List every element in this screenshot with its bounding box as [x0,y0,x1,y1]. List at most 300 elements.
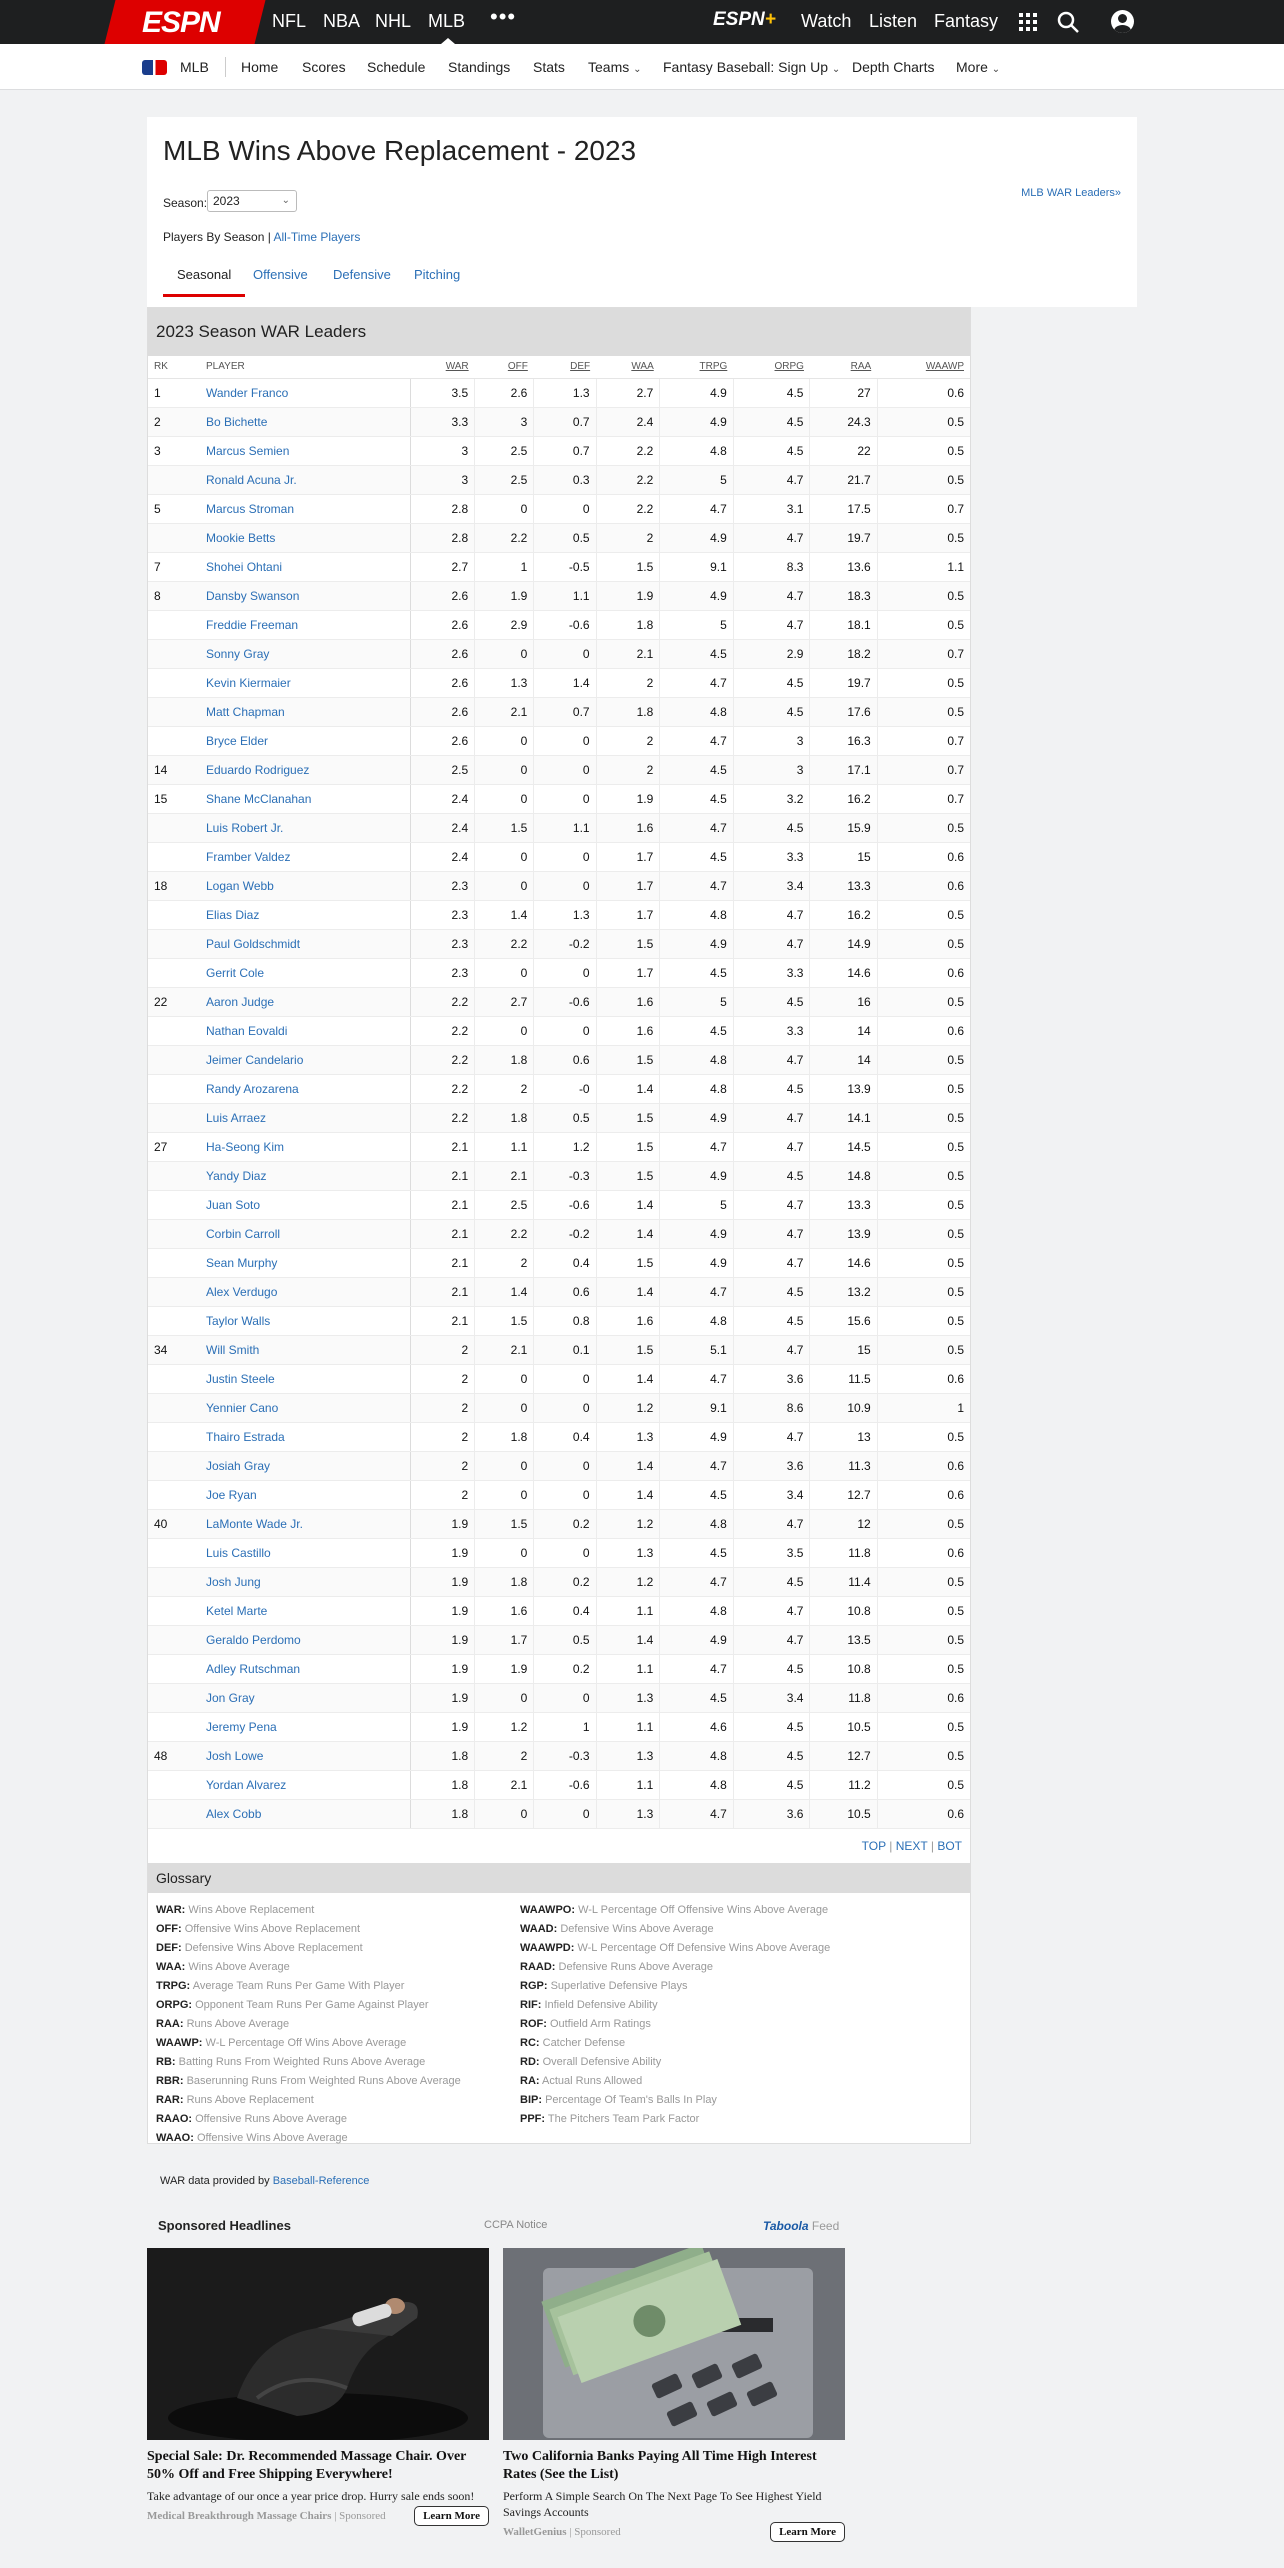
player-link[interactable]: Randy Arozarena [200,1074,410,1103]
glossary-definition: Wins Above Average [188,1960,290,1973]
table-cell: 2.1 [410,1190,475,1219]
table-row [148,1045,970,1074]
player-link[interactable]: Matt Chapman [200,697,410,726]
glossary-entry [520,2091,830,2110]
table-cell: 1.5 [596,1248,660,1277]
table-cell: 2.6 [410,726,475,755]
players-by-season: Players By Season | [163,230,271,244]
glossary-entry [520,1958,830,1977]
table-cell: 2.1 [410,1277,475,1306]
table-cell: 2.6 [475,378,534,407]
glossary-definition: W-L Percentage Off Wins Above Average [205,2036,407,2049]
table-cell: 5 [660,1190,734,1219]
table-cell: 4.8 [660,1596,734,1625]
table-cell: 0 [534,1451,596,1480]
table-cell: 3.4 [733,871,810,900]
table-cell: 2.2 [410,1074,475,1103]
nav-nba[interactable]: NBA [323,11,361,31]
glossary-definition: Opponent Team Runs Per Game Against Player [195,1998,429,2011]
table-cell: 0 [475,755,534,784]
player-link[interactable]: Aaron Judge [200,987,410,1016]
player-link[interactable]: LaMonte Wade Jr. [200,1509,410,1538]
player-link[interactable]: Ketel Marte [200,1596,410,1625]
subnav-mlb[interactable]: MLB [180,59,209,75]
table-row [148,1364,970,1393]
table-cell: 1.8 [475,1045,534,1074]
table-cell: 13.2 [810,1277,877,1306]
tab-seasonal[interactable]: Seasonal [177,267,232,282]
player-link[interactable]: Josh Jung [200,1567,410,1596]
player-link[interactable]: Paul Goldschmidt [200,929,410,958]
table-row [148,1422,970,1451]
table-row [148,523,970,552]
table-cell: 3.3 [733,842,810,871]
table-cell: 0.5 [877,1132,970,1161]
ad-headline[interactable]: Special Sale: Dr. Recommended Massage Chair. Over 50% Off and Free Shipping Everywhere! [147,2449,467,2482]
table-cell: 4.5 [733,1161,810,1190]
table-cell: 2 [410,1364,475,1393]
table-cell: 2.8 [410,523,475,552]
col-waawp[interactable]: WAAWP [877,356,970,378]
table-row [148,639,970,668]
player-link[interactable]: Eduardo Rodriguez [200,755,410,784]
table-row [148,1190,970,1219]
player-link[interactable]: Geraldo Perdomo [200,1625,410,1654]
player-link[interactable]: Yordan Alvarez [200,1770,410,1799]
table-cell: 18 [148,871,200,900]
glossary-entry [520,2072,830,2091]
table-cell: 0 [475,1480,534,1509]
player-link[interactable]: Marcus Semien [200,436,410,465]
table-cell: 3.6 [733,1799,810,1828]
ad-image-atm-cash[interactable] [503,2248,845,2440]
table-cell: 0.5 [877,1654,970,1683]
table-row [148,1393,970,1422]
table-cell [148,523,200,552]
table-cell: 16.2 [810,784,877,813]
table-cell: 2.6 [410,581,475,610]
col-trpg[interactable]: TRPG [660,356,734,378]
player-link[interactable]: Framber Valdez [200,842,410,871]
pager-top[interactable]: TOP [861,1838,886,1853]
player-link[interactable]: Joe Ryan [200,1480,410,1509]
table-cell: 3.5 [733,1538,810,1567]
glossary-entry [156,2129,461,2148]
player-link[interactable]: Will Smith [200,1335,410,1364]
player-link[interactable]: Marcus Stroman [200,494,410,523]
nav-mlb[interactable]: MLB [428,11,466,31]
player-link[interactable]: Luis Castillo [200,1538,410,1567]
baseball-reference-link[interactable]: Baseball-Reference [272,2174,370,2187]
table-cell [148,1393,200,1422]
col-war[interactable]: WAR [410,356,475,378]
table-cell: 4.5 [660,1480,734,1509]
player-link[interactable]: Sean Murphy [200,1248,410,1277]
player-link[interactable]: Adley Rutschman [200,1654,410,1683]
subnav-teams[interactable] [588,59,642,75]
table-cell: 4.9 [660,1161,734,1190]
glossary-definition: Average Team Runs Per Game With Player [192,1979,405,1992]
player-link[interactable]: Jon Gray [200,1683,410,1712]
table-cell: 2.2 [475,1219,534,1248]
table-cell: 0.6 [877,842,970,871]
season-select[interactable] [207,190,297,212]
table-cell: 1.9 [410,1683,475,1712]
ad-sponsored-tag: | Sponsored [334,2510,386,2522]
player-link[interactable]: Ronald Acuna Jr. [200,465,410,494]
player-link[interactable]: Luis Arraez [200,1103,410,1132]
subnav-schedule[interactable]: Schedule [367,59,426,75]
pager-bot[interactable]: BOT [937,1838,962,1853]
table-cell: 4.7 [733,1596,810,1625]
table-cell: 4.8 [660,1509,734,1538]
table-cell: 4.9 [660,407,734,436]
glossary-definition: Offensive Wins Above Average [196,2131,348,2144]
glossary-entry [156,1996,461,2015]
player-link[interactable]: Juan Soto [200,1190,410,1219]
subnav-depth-charts[interactable]: Depth Charts [852,59,935,75]
col-raa[interactable]: RAA [810,356,877,378]
data-credit [160,2175,369,2187]
taboola-logo[interactable] [763,2219,839,2233]
table-cell: 4.5 [733,987,810,1016]
table-cell: 1.8 [475,1103,534,1132]
player-link[interactable]: Taylor Walls [200,1306,410,1335]
glossary-entry [156,1977,461,1996]
table-cell: 0.7 [877,639,970,668]
table-cell: 4.5 [733,1741,810,1770]
table-row [148,1770,970,1799]
table-cell: 2 [410,1335,475,1364]
col-off[interactable]: OFF [475,356,534,378]
table-cell [148,1625,200,1654]
player-link[interactable]: Gerrit Cole [200,958,410,987]
table-row [148,581,970,610]
subnav-standings[interactable]: Standings [448,59,511,75]
table-cell: 1.6 [596,1306,660,1335]
table-row [148,1654,970,1683]
learn-more-button[interactable]: Learn More [414,2506,489,2526]
table-cell: 2.1 [475,1770,534,1799]
glossary [148,1893,970,2187]
nav-listen[interactable]: Listen [869,11,918,31]
tab-offensive[interactable]: Offensive [253,267,308,282]
table-cell [148,1219,200,1248]
table-cell [148,1451,200,1480]
table-cell: 11.8 [810,1683,877,1712]
table-cell: 18.3 [810,581,877,610]
table-cell: 4.7 [660,1654,734,1683]
table-cell: 0.5 [877,581,970,610]
table-cell: 0.6 [534,1277,596,1306]
table-cell: 2 [596,755,660,784]
table-cell: -0.6 [534,987,596,1016]
table-cell: 3.3 [733,958,810,987]
table-cell: 1.3 [596,1741,660,1770]
pager-next[interactable]: NEXT [895,1838,928,1853]
glossary-term: WAA: [156,1960,186,1973]
glossary-term: RD: [520,2055,540,2068]
player-link[interactable]: Thairo Estrada [200,1422,410,1451]
all-time-players-link[interactable]: All-Time Players [273,230,361,244]
glossary-term: RAA: [156,2017,184,2030]
pager-sep: | [930,1838,934,1853]
table-cell: 1.3 [534,900,596,929]
player-link[interactable]: Josh Lowe [200,1741,410,1770]
player-link[interactable]: Mookie Betts [200,523,410,552]
table-cell: 3.2 [733,784,810,813]
chevron-down-icon: ⌄ [633,64,642,75]
espn-plus-logo[interactable] [713,9,776,31]
ad-card[interactable] [147,2248,489,2522]
table-cell: -0.6 [534,1770,596,1799]
table-cell: 1.2 [596,1509,660,1538]
table-cell: 3 [733,755,810,784]
more-sports-icon[interactable]: ••• [490,4,517,29]
tab-defensive[interactable]: Defensive [333,267,391,282]
table-row [148,784,970,813]
subnav-home[interactable]: Home [241,59,279,75]
espn-logo-text[interactable]: ESPN [142,6,220,39]
table-cell: 1.8 [596,610,660,639]
table-cell: 2.1 [475,1161,534,1190]
table-cell: 0.2 [534,1509,596,1538]
table-row [148,1741,970,1770]
player-link[interactable]: Yennier Cano [200,1393,410,1422]
pager [148,1829,970,1863]
table-cell: 4.7 [660,1451,734,1480]
table-cell: 4.7 [733,610,810,639]
player-link[interactable]: Yandy Diaz [200,1161,410,1190]
user-icon[interactable] [1111,10,1134,33]
table-cell: 4.7 [660,1799,734,1828]
table-cell: 3.4 [733,1683,810,1712]
table-cell: 0.5 [877,1712,970,1741]
table-cell: 2.3 [410,871,475,900]
player-link[interactable]: Nathan Eovaldi [200,1016,410,1045]
table-cell: 2.3 [410,900,475,929]
table-cell: 1.4 [534,668,596,697]
table-cell [148,929,200,958]
player-link[interactable]: Bryce Elder [200,726,410,755]
col-waa[interactable]: WAA [596,356,660,378]
table-cell: 12 [810,1509,877,1538]
table-cell: 4.5 [660,842,734,871]
glossary-definition: Offensive Runs Above Average [195,2112,347,2125]
table-cell: 0.5 [877,407,970,436]
glossary-definition: Actual Runs Allowed [542,2074,643,2087]
ad-sponsored-tag: | Sponsored [569,2526,621,2538]
table-cell: 2.1 [475,697,534,726]
table-cell: 13.3 [810,1190,877,1219]
nav-fantasy[interactable]: Fantasy [934,11,999,31]
ad-image-massage-chair[interactable] [147,2248,489,2440]
table-cell: 14 [810,1016,877,1045]
table-cell: 0 [475,958,534,987]
table-cell: 4.9 [660,929,734,958]
table-cell: 1.1 [596,1770,660,1799]
player-link[interactable]: Alex Cobb [200,1799,410,1828]
table-cell: 3.1 [733,494,810,523]
player-link[interactable]: Elias Diaz [200,900,410,929]
player-link[interactable]: Corbin Carroll [200,1219,410,1248]
player-link[interactable]: Bo Bichette [200,407,410,436]
tab-pitching[interactable]: Pitching [414,267,461,282]
table-cell: 1.4 [475,900,534,929]
player-link[interactable]: Jeremy Pena [200,1712,410,1741]
table-cell: 0.5 [877,1306,970,1335]
table-cell: 14.1 [810,1103,877,1132]
table-cell: 0.5 [534,523,596,552]
table-cell: 2 [410,1393,475,1422]
table-cell: 0 [534,726,596,755]
active-tab-underline [163,294,245,297]
player-link[interactable]: Dansby Swanson [200,581,410,610]
glossary-term: RIF: [520,1998,542,2011]
player-link[interactable]: Logan Webb [200,871,410,900]
glossary-term: OFF: [156,1922,182,1935]
search-icon[interactable] [1056,10,1080,34]
glossary-term: ORPG: [156,1998,193,2011]
table-cell: 4.8 [660,697,734,726]
table-cell: 1.5 [596,929,660,958]
table-cell: 2.2 [410,1103,475,1132]
table-cell: 11.8 [810,1538,877,1567]
col-def[interactable]: DEF [534,356,596,378]
table-cell: 0.7 [877,494,970,523]
chevron-down-icon: ⌄ [991,64,1001,75]
table-cell: 1.7 [475,1625,534,1654]
subnav-fantasy-label: Fantasy Baseball: Sign Up [663,59,828,75]
table-cell: 1.8 [410,1799,475,1828]
table-cell: 1.9 [596,581,660,610]
table-cell: 0 [475,1364,534,1393]
table-cell: 0.6 [877,1799,970,1828]
table-cell: 1.4 [475,1277,534,1306]
table-cell: 16.3 [810,726,877,755]
player-link[interactable]: Josiah Gray [200,1451,410,1480]
table-cell: 3 [410,465,475,494]
ccpa-link[interactable]: CCPA Notice [484,2219,548,2231]
table-cell: 11.3 [810,1451,877,1480]
subnav-scores[interactable]: Scores [302,59,346,75]
table-cell: 1.2 [596,1567,660,1596]
table-row [148,1509,970,1538]
table-cell: 0 [475,1799,534,1828]
table-cell: 0 [475,871,534,900]
war-leaders-link[interactable]: MLB WAR Leaders» [1021,187,1121,199]
table-cell [148,1364,200,1393]
player-link[interactable]: Freddie Freeman [200,610,410,639]
table-cell [148,1596,200,1625]
table-cell: 17.1 [810,755,877,784]
table-cell: -0.6 [534,610,596,639]
table-cell: 15 [148,784,200,813]
col-orpg[interactable]: ORPG [733,356,810,378]
learn-more-button[interactable]: Learn More [770,2522,845,2542]
player-link[interactable]: Justin Steele [200,1364,410,1393]
player-link[interactable]: Ha-Seong Kim [200,1132,410,1161]
subnav-fantasy[interactable] [663,59,840,75]
table-cell: 4.5 [660,1016,734,1045]
player-link[interactable]: Kevin Kiermaier [200,668,410,697]
table-cell: 1.3 [596,1422,660,1451]
subnav-stats[interactable]: Stats [533,59,565,75]
table-cell: 4.5 [660,755,734,784]
nav-nhl[interactable]: NHL [375,11,412,31]
nav-nfl[interactable]: NFL [272,11,307,31]
table-cell: 1.6 [596,813,660,842]
table-cell [148,1567,200,1596]
glossary-entry [520,1939,830,1958]
player-link[interactable]: Luis Robert Jr. [200,813,410,842]
table-cell [148,1190,200,1219]
table-cell: 4.7 [733,900,810,929]
glossary-entry [156,2015,461,2034]
table-cell [148,1074,200,1103]
table-cell: 0 [534,1393,596,1422]
ad-headline[interactable]: Two California Banks Paying All Time High Interest Rates (See the List) [503,2449,817,2482]
credit-prefix: WAR data provided by [160,2174,270,2187]
divider [225,57,226,77]
player-link[interactable]: Shohei Ohtani [200,552,410,581]
table-cell: 0.5 [877,1045,970,1074]
nav-watch[interactable]: Watch [801,11,852,31]
player-link[interactable]: Sonny Gray [200,639,410,668]
apps-grid-icon[interactable] [1019,13,1037,31]
glossary-left [156,1901,461,2148]
player-link[interactable]: Shane McClanahan [200,784,410,813]
player-link[interactable]: Jeimer Candelario [200,1045,410,1074]
table-cell: 2 [596,726,660,755]
table-cell: 22 [148,987,200,1016]
table-cell: 0 [534,871,596,900]
table-cell [148,1422,200,1451]
glossary-definition: Overall Defensive Ability [542,2055,662,2068]
player-link[interactable]: Alex Verdugo [200,1277,410,1306]
table-cell: 5 [660,465,734,494]
war-table-section [147,307,971,2187]
table-cell [148,726,200,755]
glossary-right [520,1901,830,2129]
player-link[interactable]: Wander Franco [200,378,410,407]
table-cell: -0.2 [534,929,596,958]
table-cell: 4.5 [733,1074,810,1103]
glossary-term: BIP: [520,2093,542,2106]
table-cell: 0.2 [534,1654,596,1683]
table-cell [148,1683,200,1712]
table-cell: 2.1 [475,1335,534,1364]
mlb-logo-icon[interactable] [142,60,167,75]
ad-card[interactable] [503,2248,845,2538]
table-cell: 0 [475,1393,534,1422]
table-row [148,1074,970,1103]
table-cell: 15 [810,1335,877,1364]
table-cell: 1.8 [410,1741,475,1770]
subnav-more[interactable] [956,59,1000,75]
table-cell: 10.5 [810,1712,877,1741]
table-cell: 0 [534,842,596,871]
table-row [148,1451,970,1480]
table-cell: 3.3 [410,407,475,436]
table-cell [148,1161,200,1190]
table-cell: 4.7 [733,1422,810,1451]
table-cell: 10.8 [810,1654,877,1683]
table-cell [148,465,200,494]
glossary-entry [156,1958,461,1977]
table-cell: 0.5 [877,1190,970,1219]
table-cell: 15 [810,842,877,871]
